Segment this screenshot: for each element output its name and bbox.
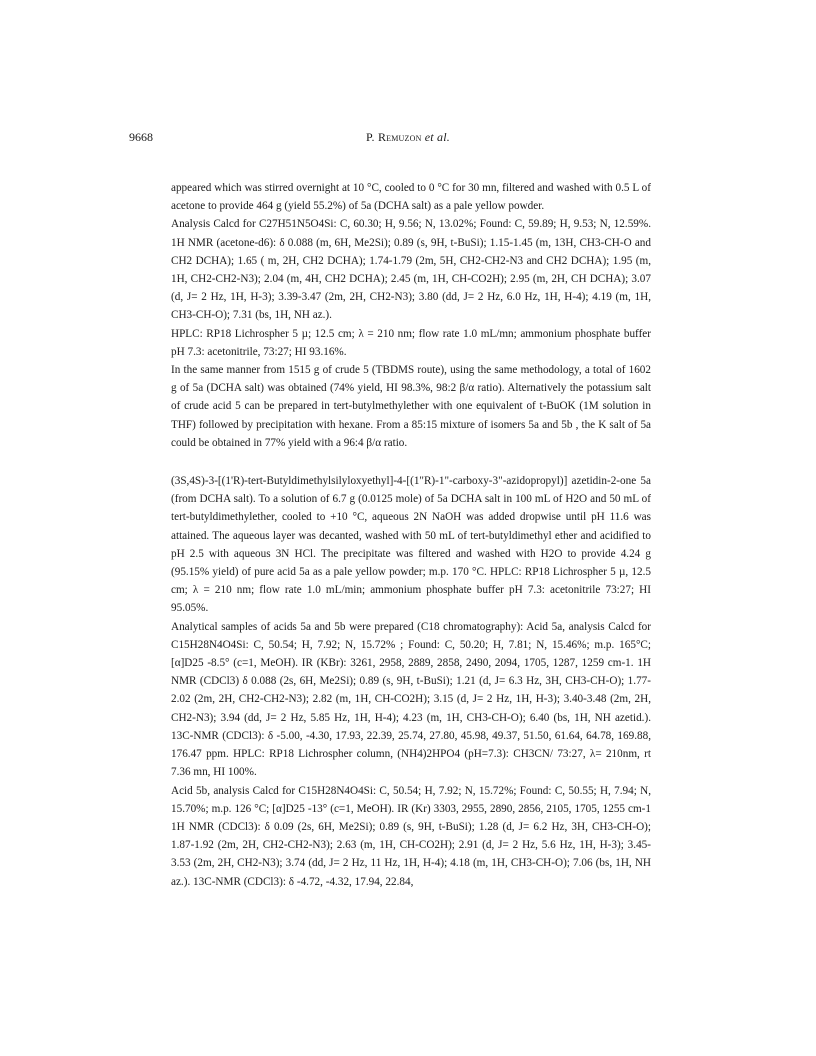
paragraph-7: Acid 5b, analysis Calcd for C15H28N4O4Si: C, 50.54; H, 7.92; N, 15.72%; Found: C, 50.55; H, 7.94; N, 15.70%; m.p. 126 °C; [α]D25 -13° (c=1, MeOH). IR (Kr) 3303, 2955, 2890, 2856, 2105, 1705, 1255 cm-1 1H NMR (CDCl3): δ 0.09 (2s, 6H, Me2Si); 0.89 (s, 9H, t-BuSi); 1.28 (d, J= 6.2 Hz, 3H, CH3-CH-O); 1.87-1.92 (2m, 2H, CH2-CH2-N3); 2.63 (m, 1H, CH-CO2H); 2.91 (d, J= 2 Hz, 5.6 Hz, 1H, H-3); 3.45-3.53 (2m, 2H, CH2-N3); 3.74 (dd, J= 2 Hz, 11 Hz, 1H, H-4); 4.18 (m, 1H, CH3-CH-O); 7.06 (bs, 1H, NH az.). 13C-NMR (CDCl3): δ -4.72, -4.32, 17.94, 22.84, xyxy=(171,784,651,888)
paragraph-2: Analysis Calcd for C27H51N5O4Si: C, 60.30; H, 9.56; N, 13.02%; Found: C, 59.89; H, 9.53; N, 12.59%. 1H NMR (acetone-d6): δ 0.088 (m, 6H, Me2Si); 0.89 (s, 9H, t-BuSi); 1.15-1.45 (m, 13H, CH3-CH-O and CH2 DCHA); 1.65 ( m, 2H, CH2 DCHA); 1.74-1.79 (2m, 5H, CH2-CH2-N3 and CH2 DCHA); 1.95 (m, 1H, CH2-CH2-N3); 2.04 (m, 4H, CH2 DCHA); 2.45 (m, 1H, CH-CO2H); 2.95 (m, 2H, CH DCHA); 3.07 (d, J= 2 Hz, 1H, H-3); 3.39-3.47 (2m, 2H, CH2-N3); 3.80 (dd, J= 2 Hz, 6.0 Hz, 1H, H-4); 4.19 (m, 1H, CH3-CH-O); 7.31 (bs, 1H, NH az.). xyxy=(171,218,651,322)
paragraph-6: Analytical samples of acids 5a and 5b were prepared (C18 chromatography): Acid 5a, analysis Calcd for C15H28N4O4Si: C, 50.54; H, 7.92; N, 15.72% ; Found: C, 50.20; H, 7.81; N, 15.46%; m.p. 165°C; [α]D25 -8.5° (c=1, MeOH). IR (KBr): 3261, 2958, 2889, 2858, 2490, 2094, 1705, 1287, 1259 cm-1. 1H NMR (CDCl3) δ 0.088 (2s, 6H, Me2Si); 0.89 (s, 9H, t-BuSi); 1.21 (d, J= 6.3 Hz, 3H, CH3-CH-O); 1.77-2.02 (2m, 2H, CH2-CH2-N3); 2.82 (m, 1H, CH-CO2H); 3.15 (d, J= 2 Hz, 1H, H-3); 3.40-3.48 (2m, 2H, CH2-N3); 3.94 (dd, J= 2 Hz, 5.85 Hz, 1H, H-4); 4.23 (m, 1H, CH3-CH-O); 6.40 (bs, 1H, NH azetid.). 13C-NMR (CDCl3): δ -5.00, -4.30, 17.93, 22.39, 25.74, 27.80, 45.98, 49.37, 51.50, 61.64, 64.78, 169.88, 176.47 ppm. HPLC: RP18 Lichrospher column, (NH4)2HPO4 (pH=7.3): CH3CN/ 73:27, λ= 210nm, rt 7.36 mn, HI 100%. xyxy=(171,620,651,779)
author-initial: P. xyxy=(366,130,378,144)
paragraph-3: HPLC: RP18 Lichrospher 5 µ; 12.5 cm; λ = 210 nm; flow rate 1.0 mL/mn; ammonium phosphate buffer pH 7.3: acetonitrile, 73:27; HI 93.16%. xyxy=(171,327,651,358)
author-suffix: et al. xyxy=(421,130,450,144)
running-head xyxy=(0,130,816,145)
paragraph-gap xyxy=(171,452,651,472)
paragraph-1: appeared which was stirred overnight at 10 °C, cooled to 0 °C for 30 mn, filtered and washed with 0.5 L of acetone to provide 464 g (yield 55.2%) of 5a (DCHA salt) as a pale yellow powder. xyxy=(171,182,651,213)
paragraph-5: (3S,4S)-3-[(1'R)-tert-Butyldimethylsilyloxyethyl]-4-[(1"R)-1"-carboxy-3"-azidopropyl)] azetidin-2-one 5a (from DCHA salt). To a solution of 6.7 g (0.0125 mole) of 5a DCHA salt in 100 mL of H2O and 50 mL of tert-butyldimethylether, cooled to +10 °C, aqueous 2N NaOH was added dropwise until pH 11.6 was attained. The aqueous layer was decanted, washed with 50 mL of tert-butyldimethyl ether and acidified to pH 2.5 with aqueous 3N HCl. The precipitate was filtered and washed with H2O to provide 4.24 g (95.15% yield) of pure acid 5a as a pale yellow powder; m.p. 170 °C. HPLC: RP18 Lichrospher 5 µ, 12.5 cm; λ = 210 nm; flow rate 1.0 mL/min; ammonium phosphate buffer pH 7.3: acetonitrile 73:27; HI 95.05%. xyxy=(171,475,651,615)
body-text xyxy=(171,179,651,891)
paragraph-4: In the same manner from 1515 g of crude 5 (TBDMS route), using the same methodology, a total of 1602 g of 5a (DCHA salt) was obtained (74% yield, HI 98.3%, 98:2 β/α ratio). Alternatively the potassium salt of crude acid 5 can be prepared in tert-butylmethylether with one equivalent of t-BuOK (1M solution in THF) followed by precipitation with hexane. From a 85:15 mixture of isomers 5a and 5b , the K salt of 5a could be obtained in 77% yield with a 96:4 β/α ratio. xyxy=(171,364,651,449)
author-surname: Remuzon xyxy=(377,130,422,144)
page-number: 9668 xyxy=(129,130,153,144)
